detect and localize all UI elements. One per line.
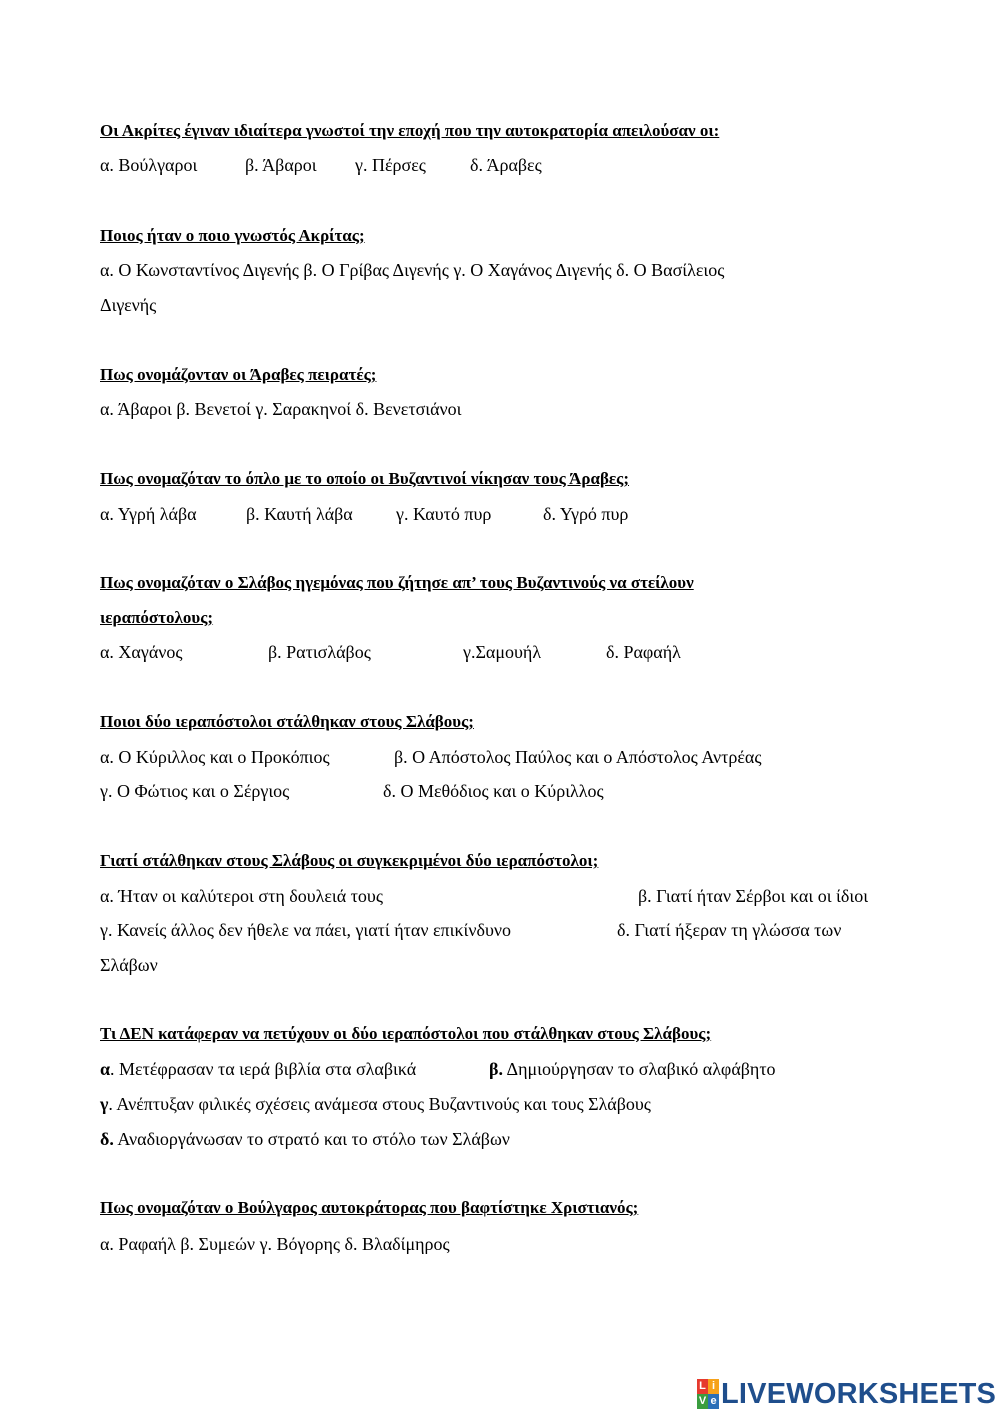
q8-option-a-key: α: [100, 1059, 111, 1079]
question-5-cont: ιεραπόστολους;: [100, 608, 214, 627]
q9-options: α. Ραφαήλ β. Συμεών γ. Βόγορης δ. Βλαδίμηρος: [100, 1234, 450, 1254]
question-8: Τι ΔΕΝ κατάφεραν να πετύχουν οι δύο ιεραπόστολοι που στάλθηκαν στους Σλάβους;: [100, 1024, 712, 1043]
q8-option-c-text: . Ανέπτυξαν φιλικές σχέσεις ανάμεσα στους Βυζαντινούς και τους Σλάβους: [108, 1094, 651, 1114]
question-1: Οι Ακρίτες έγιναν ιδιαίτερα γνωστοί την εποχή που την αυτοκρατορία απειλούσαν οι:: [100, 121, 720, 140]
q3-options: α. Άβαροι β. Βενετοί γ. Σαρακηνοί δ. Βενετσιάνοι: [100, 399, 462, 419]
question-7: Γιατί στάλθηκαν στους Σλάβους οι συγκεκριμένοι δύο ιεραπόστολοι;: [100, 851, 599, 870]
q7-option-d: δ. Γιατί ήξεραν τη γλώσσα των: [617, 920, 842, 940]
q8-option-b-key: β.: [489, 1059, 503, 1079]
q7-option-b: β. Γιατί ήταν Σέρβοι και οι ίδιοι: [638, 886, 869, 906]
logo-icon-letter-1: L: [697, 1379, 708, 1394]
q1-option-b: β. Άβαροι: [245, 155, 317, 175]
q4-option-d: δ. Υγρό πυρ: [543, 504, 629, 524]
question-6: Ποιοι δύο ιεραπόστολοι στάλθηκαν στους Σλάβους;: [100, 712, 474, 731]
q8-option-d: [100, 1129, 510, 1150]
q5-option-c: γ.Σαμουήλ: [463, 642, 542, 662]
q5-option-b: β. Ρατισλάβος: [268, 642, 371, 662]
q6-option-c: γ. Ο Φώτιος και ο Σέργιος: [100, 781, 290, 801]
q2-options-line-1: α. Ο Κωνσταντίνος Διγενής β. Ο Γρίβας Διγενής γ. Ο Χαγάνος Διγενής δ. Ο Βασίλειος: [100, 260, 725, 280]
q6-option-b: β. Ο Απόστολος Παύλος και ο Απόστολος Αντρέας: [394, 747, 762, 767]
logo-icon-letter-4: e: [708, 1394, 719, 1409]
q7-option-c: γ. Κανείς άλλος δεν ήθελε να πάει, γιατί ήταν επικίνδυνο: [100, 920, 512, 940]
q8-option-c-key: γ: [100, 1094, 109, 1114]
liveworksheets-logo-icon: [697, 1379, 719, 1409]
q8-option-b-text: Δημιούργησαν το σλαβικό αλφάβητο: [502, 1059, 776, 1079]
q4-option-c: γ. Καυτό πυρ: [396, 504, 492, 524]
liveworksheets-logo-text: LIVEWORKSHEETS: [721, 1377, 997, 1410]
logo-icon-letter-3: V: [698, 1395, 707, 1407]
q8-option-d-text: Αναδιοργάνωσαν το στρατό και το στόλο των Σλάβων: [113, 1129, 510, 1149]
q6-option-d: δ. Ο Μεθόδιος και ο Κύριλλος: [383, 781, 604, 801]
question-4: Πως ονομαζόταν το όπλο με το οποίο οι Βυζαντινοί νίκησαν τους Άραβες;: [100, 469, 630, 488]
q8-option-c: [100, 1094, 651, 1115]
q5-option-a: α. Χαγάνος: [100, 642, 183, 662]
q6-option-a: α. Ο Κύριλλος και ο Προκόπιος: [100, 747, 330, 767]
q1-option-a: α. Βούλγαροι: [100, 155, 198, 175]
q8-option-d-key: δ.: [100, 1129, 114, 1149]
question-2: Ποιος ήταν ο ποιο γνωστός Ακρίτας;: [100, 226, 365, 245]
q8-option-b: [489, 1059, 776, 1080]
q5-option-d: δ. Ραφαήλ: [606, 642, 681, 662]
question-9: Πως ονομαζόταν ο Βούλγαρος αυτοκράτορας που βαφτίστηκε Χριστιανός;: [100, 1198, 639, 1217]
logo-icon-letter-2: i: [708, 1379, 719, 1394]
liveworksheets-logo[interactable]: [697, 1377, 997, 1410]
q8-option-a-text: . Μετέφρασαν τα ιερά βιβλία στα σλαβικά: [110, 1059, 417, 1079]
q2-options-line-2: Διγενής: [100, 295, 157, 315]
q7-option-a: α. Ήταν οι καλύτεροι στη δουλειά τους: [100, 886, 383, 906]
q4-option-b: β. Καυτή λάβα: [246, 504, 353, 524]
q8-option-a: [100, 1059, 416, 1080]
q1-option-c: γ. Πέρσες: [355, 155, 426, 175]
q1-option-d: δ. Άραβες: [470, 155, 542, 175]
q4-option-a: α. Υγρή λάβα: [100, 504, 197, 524]
q7-option-d-cont: Σλάβων: [100, 955, 158, 975]
question-5: Πως ονομαζόταν ο Σλάβος ηγεμόνας που ζήτησε απ’ τους Βυζαντινούς να στείλουν: [100, 573, 694, 592]
question-3: Πως ονομάζονταν οι Άραβες πειρατές;: [100, 365, 377, 384]
